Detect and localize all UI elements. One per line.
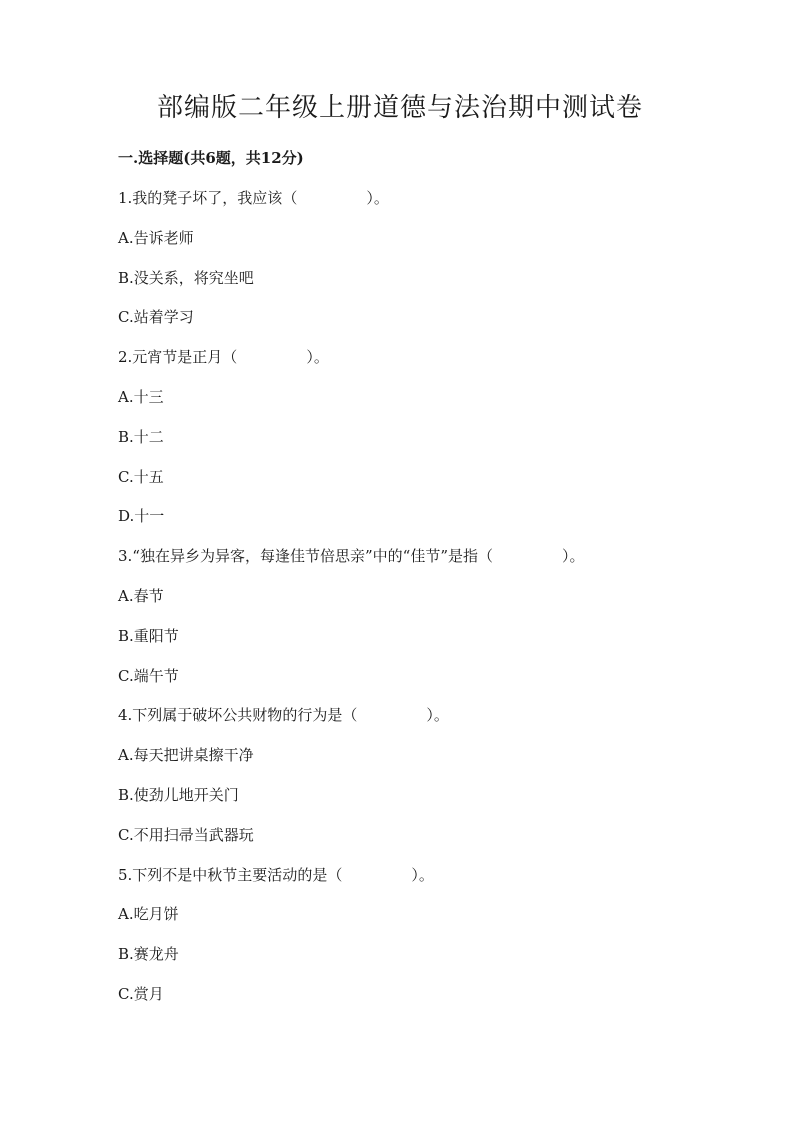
question-stem-end: ）。 [306, 348, 329, 367]
page-title: 部编版二年级上册道德与法治期中测试卷 [156, 93, 643, 123]
answer-option: C.站着学习 [118, 308, 194, 327]
question-stem [118, 703, 738, 743]
question-stem-end: ）。 [366, 189, 389, 207]
question-stem-end: ）。 [562, 547, 585, 566]
question-stem-text: 5.下列不是中秋节主要活动的是（ [118, 865, 343, 884]
answer-option: A.春节 [118, 586, 164, 605]
answer-option: B.使劲儿地开关门 [118, 785, 239, 804]
section-heading: 一.选择题(共6题，共12分) [118, 149, 304, 167]
answer-option: B.赛龙舟 [118, 945, 179, 964]
question-stem [118, 186, 738, 226]
answer-option: A.吃月饼 [118, 905, 179, 924]
question-stem-text: 2.元宵节是正月（ [118, 348, 238, 367]
question-stem-text: 1.我的凳子坏了，我应该（ [118, 189, 298, 207]
question-list [118, 186, 738, 1022]
question-stem-text: 3.“独在异乡为异客，每逢佳节倍思亲”中的“佳节”是指（ [118, 547, 493, 566]
answer-option: C.赏月 [118, 984, 164, 1003]
answer-option: C.端午节 [118, 666, 179, 685]
answer-option: B.没关系，将究坐吧 [118, 268, 254, 287]
question-stem-end: ）。 [411, 865, 434, 884]
question-stem [118, 863, 738, 903]
answer-option: D.十一 [118, 507, 165, 526]
answer-option: A.告诉老师 [118, 228, 194, 247]
answer-option: B.重阳节 [118, 626, 179, 645]
answer-option: B.十二 [118, 427, 164, 446]
answer-option: C.不用扫帚当武器玩 [118, 825, 254, 844]
answer-option: A.每天把讲桌擦干净 [118, 746, 254, 765]
answer-option: A.十三 [118, 387, 164, 406]
question-stem [118, 345, 738, 385]
question-stem [118, 544, 738, 584]
question-stem-text: 4.下列属于破坏公共财物的行为是（ [118, 706, 358, 725]
question-stem-end: ）。 [426, 706, 449, 725]
answer-option: C.十五 [118, 467, 164, 486]
